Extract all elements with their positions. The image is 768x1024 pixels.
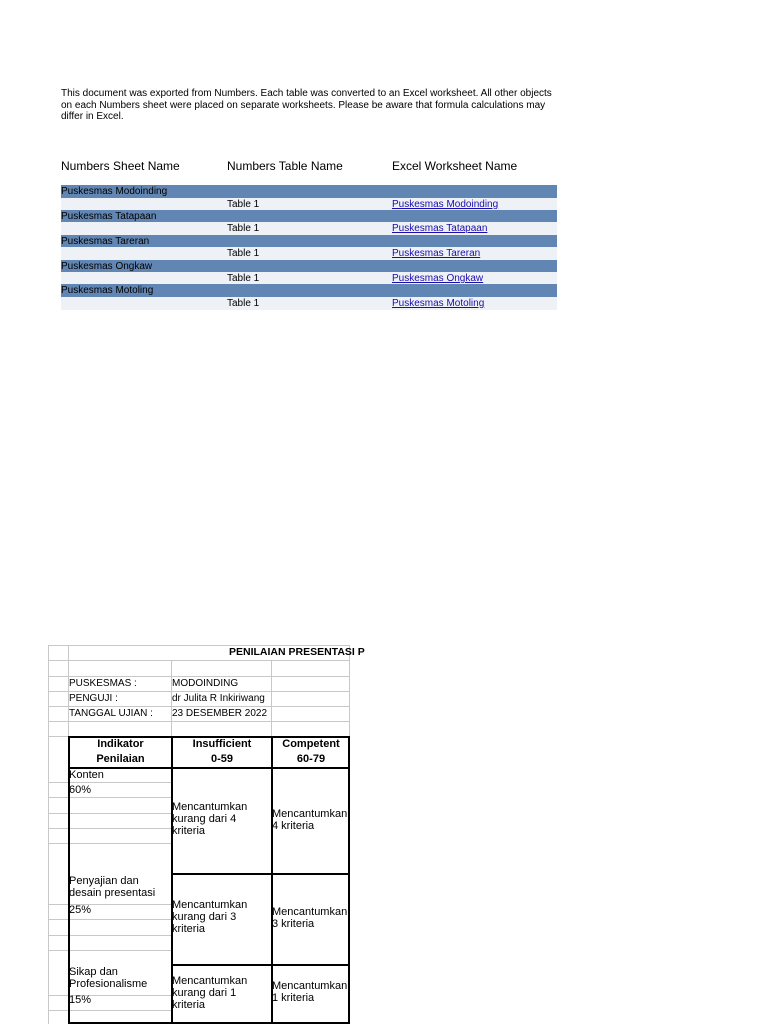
info-label: PENGUJI :	[69, 693, 118, 704]
column-header: 0-59	[210, 753, 234, 765]
gridline	[48, 950, 172, 951]
gridline	[48, 919, 172, 920]
insufficient-criteria: Mencantumkan kurang dari 1 kriteria	[172, 975, 248, 1011]
competent-criteria: Mencantumkan 4 kriteria	[272, 808, 348, 832]
gridline	[48, 797, 172, 798]
column-header: Insufficient	[192, 738, 252, 750]
table-row	[61, 247, 557, 260]
info-label: PUSKESMAS :	[69, 678, 137, 689]
sheet-row	[61, 185, 557, 198]
column-header: Indikator	[97, 738, 144, 750]
gridline	[48, 660, 350, 661]
gridline	[48, 843, 172, 844]
indicator-name: Konten	[69, 769, 104, 781]
info-value: 23 DESEMBER 2022	[172, 708, 268, 719]
gridline	[48, 676, 350, 677]
gridline	[48, 645, 49, 1024]
worksheet-preview	[48, 645, 365, 1024]
header-numbers-table-name: Numbers Table Name	[227, 159, 343, 173]
header-numbers-sheet-name: Numbers Sheet Name	[61, 159, 180, 173]
gridline	[48, 828, 172, 829]
competent-criteria: Mencantumkan 3 kriteria	[272, 906, 348, 930]
table-name: Table 1	[227, 223, 260, 234]
table-name: Table 1	[227, 298, 260, 309]
table-row	[61, 222, 557, 235]
table-border	[348, 736, 350, 1024]
column-header: Competent	[282, 738, 340, 750]
header-excel-worksheet-name: Excel Worksheet Name	[392, 159, 518, 173]
table-name: Table 1	[227, 248, 260, 259]
gridline	[48, 813, 172, 814]
info-value: MODOINDING	[172, 678, 239, 689]
indicator-weight: 15%	[69, 994, 92, 1006]
gridline	[48, 706, 350, 707]
sheet-name: Puskesmas Tatapaan	[61, 211, 157, 222]
gridline	[48, 691, 350, 692]
worksheet-link[interactable]: Puskesmas Modoinding	[392, 199, 499, 210]
export-notice: This document was exported from Numbers. Each table was converted to an Excel worksheet. All other objects on each Numbers sheet were placed on separate worksheets. Please be aware that formula calculations may differ in Excel.	[61, 88, 552, 122]
worksheet-link[interactable]: Puskesmas Tareran	[392, 248, 481, 259]
gridline	[271, 660, 272, 737]
indicator-name: Sikap dan Profesionalisme	[69, 966, 148, 990]
sheet-name: Puskesmas Modoinding	[61, 186, 168, 197]
competent-criteria: Mencantumkan 1 kriteria	[272, 980, 348, 1004]
indicator-name: Penyajian dan desain presentasi	[69, 875, 156, 899]
worksheet-link[interactable]: Puskesmas Ongkaw	[392, 273, 484, 284]
worksheet-link[interactable]: Puskesmas Motoling	[392, 298, 485, 309]
column-header: 60-79	[296, 753, 326, 765]
sheet-row	[61, 284, 557, 297]
sheet-name: Puskesmas Ongkaw	[61, 261, 153, 272]
gridline	[48, 782, 172, 783]
gridline	[48, 935, 172, 936]
sheet-name: Puskesmas Motoling	[61, 285, 154, 296]
table-name: Table 1	[227, 273, 260, 284]
indicator-weight: 60%	[69, 784, 92, 796]
table-row	[61, 297, 557, 310]
sheet-name: Puskesmas Tareran	[61, 236, 150, 247]
column-header: Penilaian	[96, 753, 145, 765]
table-border	[171, 873, 350, 875]
insufficient-criteria: Mencantumkan kurang dari 4 kriteria	[172, 801, 248, 837]
gridline	[48, 1010, 172, 1011]
info-value: dr Julita R Inkiriwang	[172, 693, 265, 704]
worksheet-link[interactable]: Puskesmas Tatapaan	[392, 223, 488, 234]
insufficient-criteria: Mencantumkan kurang dari 3 kriteria	[172, 899, 248, 935]
info-label: TANGGAL UJIAN :	[69, 708, 153, 719]
sheet-title: PENILAIAN PRESENTASI P	[229, 646, 365, 658]
indicator-weight: 25%	[69, 904, 92, 916]
table-name: Table 1	[227, 199, 260, 210]
gridline	[48, 721, 350, 722]
table-border	[171, 964, 350, 966]
